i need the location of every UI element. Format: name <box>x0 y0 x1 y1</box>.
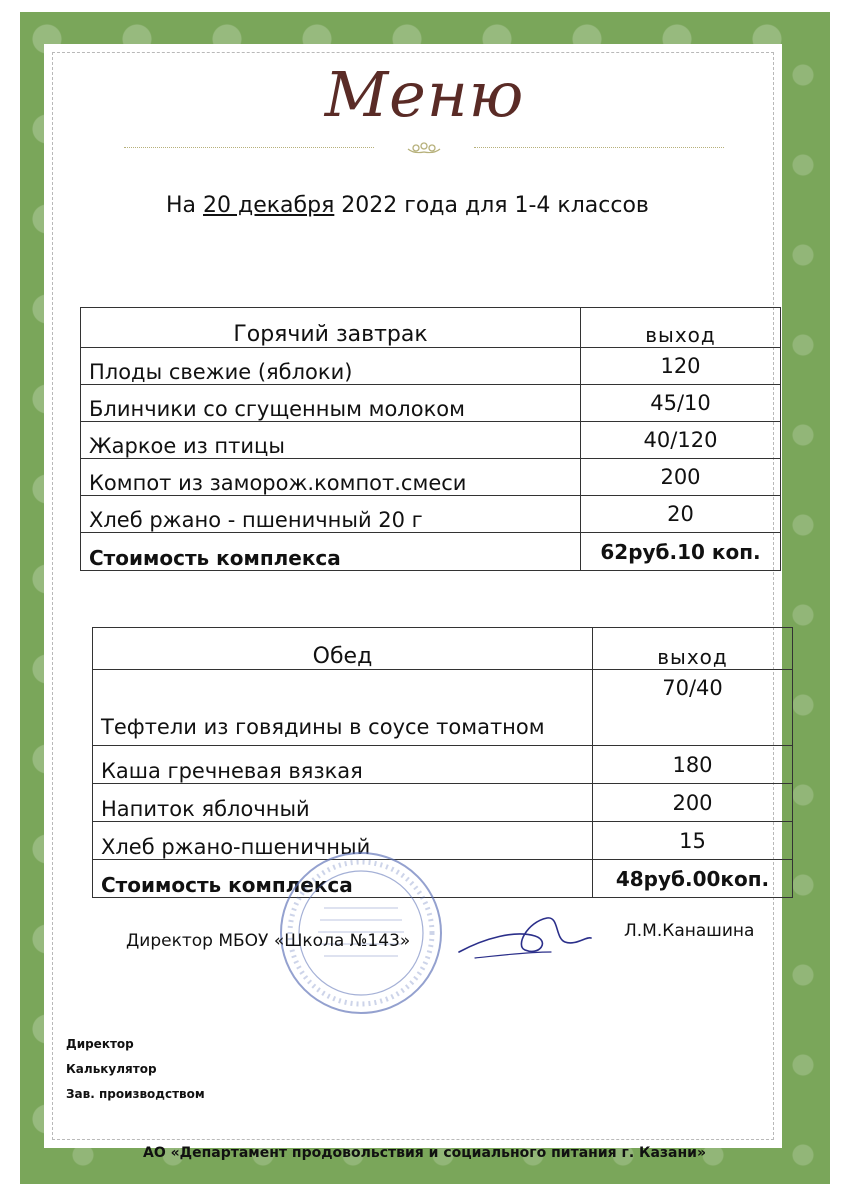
page-title: Меню <box>324 58 525 131</box>
table-row <box>81 496 781 533</box>
director-name: Л.М.Канашина <box>624 921 755 941</box>
total-label: Стоимость комплекса <box>93 860 593 898</box>
date-suffix: 2022 года для 1-4 классов <box>334 193 649 218</box>
breakfast-header: Горячий завтрак <box>81 308 581 348</box>
menu-date-line <box>166 193 649 218</box>
table-row <box>81 385 781 422</box>
dish-yield: 20 <box>581 496 781 533</box>
date-prefix: На <box>166 193 204 218</box>
dish-name: Плоды свежие (яблоки) <box>81 348 581 385</box>
title-ornament <box>124 140 724 156</box>
table-row <box>93 784 793 822</box>
dish-yield: 180 <box>593 746 793 784</box>
dish-name: Блинчики со сгущенным молоком <box>81 385 581 422</box>
breakfast-yield-header: выход <box>581 308 781 348</box>
table-row <box>93 746 793 784</box>
ornament-icon <box>394 140 454 156</box>
director-position: Директор МБОУ «Школа №143» <box>126 931 411 951</box>
dish-name: Тефтели из говядины в соусе томатном <box>93 670 593 746</box>
footer-organization: АО «Департамент продовольствия и социального питания г. Казани» <box>142 1145 707 1161</box>
total-price: 48руб.00коп. <box>593 860 793 898</box>
roles-list <box>66 1032 205 1107</box>
total-label: Стоимость комплекса <box>81 533 581 571</box>
table-row <box>81 348 781 385</box>
lunch-yield-header: выход <box>593 628 793 670</box>
table-row <box>81 459 781 496</box>
dish-yield: 15 <box>593 822 793 860</box>
dish-yield: 45/10 <box>581 385 781 422</box>
role-label: Калькулятор <box>66 1062 157 1076</box>
table-row <box>81 422 781 459</box>
dish-name: Каша гречневая вязкая <box>93 746 593 784</box>
dish-name: Напиток яблочный <box>93 784 593 822</box>
role-label: Директор <box>66 1037 134 1051</box>
lunch-header: Обед <box>93 628 593 670</box>
director-signature-icon <box>455 908 595 968</box>
dish-yield: 120 <box>581 348 781 385</box>
dish-name: Жаркое из птицы <box>81 422 581 459</box>
total-price: 62руб.10 коп. <box>581 533 781 571</box>
total-row <box>81 533 781 571</box>
table-row <box>93 670 793 746</box>
dish-yield: 200 <box>581 459 781 496</box>
dish-name: Компот из заморож.компот.смеси <box>81 459 581 496</box>
breakfast-table <box>80 307 781 571</box>
dish-yield: 200 <box>593 784 793 822</box>
dish-yield: 70/40 <box>593 670 793 746</box>
dish-name: Хлеб ржано-пшеничный <box>93 822 593 860</box>
role-label: Зав. производством <box>66 1087 205 1101</box>
dish-name: Хлеб ржано - пшеничный 20 г <box>81 496 581 533</box>
menu-date: 20 декабря <box>203 193 335 218</box>
dish-yield: 40/120 <box>581 422 781 459</box>
